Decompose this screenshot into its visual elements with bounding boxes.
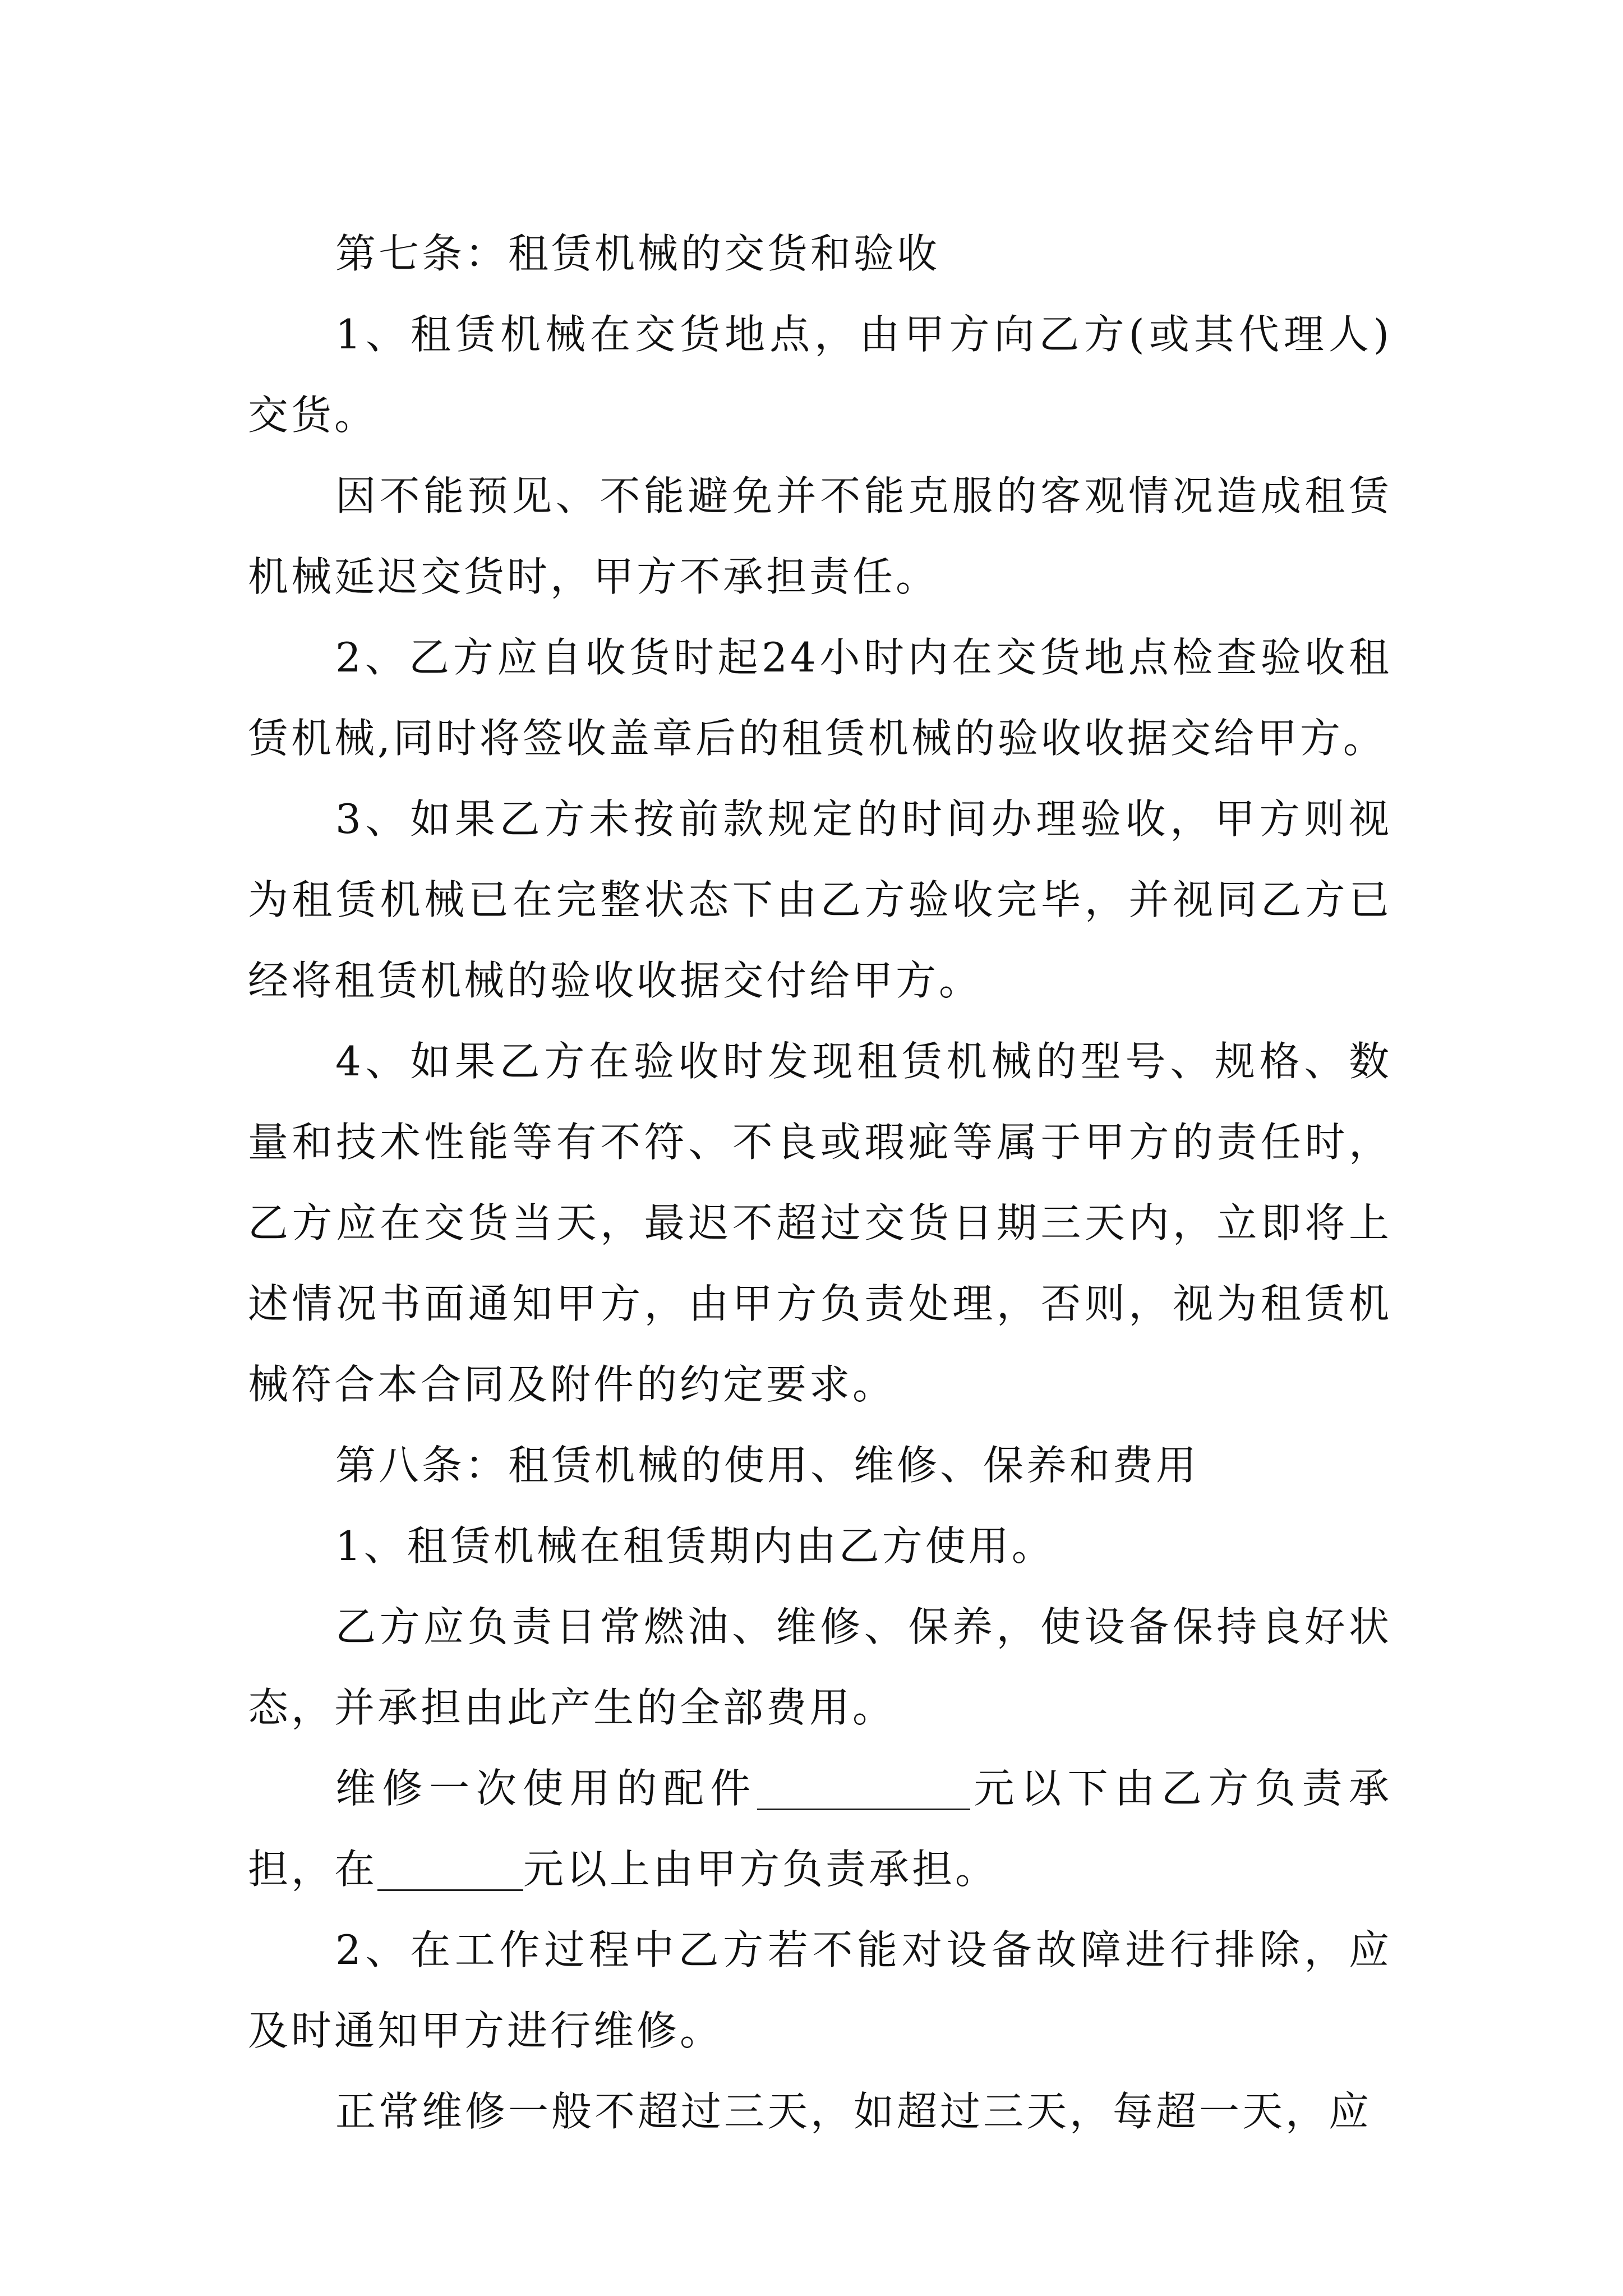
paragraph-delivery-location: 1、租赁机械在交货地点，由甲方向乙方(或其代理人)交货。 xyxy=(248,311,1392,439)
paragraph-parts-cost-split xyxy=(248,1748,1392,1910)
parts-cost-text-2: 元以下由乙方负责承担，在 xyxy=(248,1765,1392,1893)
parts-cost-text-3: 元以上由甲方负责承担。 xyxy=(523,1846,999,1893)
blank-amount-lower[interactable] xyxy=(757,1764,970,1810)
document-body xyxy=(248,213,1392,2152)
blank-amount-upper[interactable] xyxy=(377,1844,523,1891)
paragraph-force-majeure: 因不能预见、不能避免并不能克服的客观情况造成租赁机械延迟交货时，甲方不承担责任。 xyxy=(248,472,1392,600)
paragraph-use-period: 1、租赁机械在租赁期内由乙方使用。 xyxy=(335,1522,1055,1570)
paragraph-inspection-24h: 2、乙方应自收货时起24小时内在交货地点检查验收租赁机械,同时将签收盖章后的租赁机械的验收收据交给甲方。 xyxy=(248,634,1392,762)
parts-cost-text-1: 维修一次使用的配件 xyxy=(335,1765,757,1812)
paragraph-nonconformity: 4、如果乙方在验收时发现租赁机械的型号、规格、数量和技术性能等有不符、不良或瑕疵等属于甲方的责任时，乙方应在交货当天，最迟不超过交货日期三天内，立即将上述情况书面通知甲方，由甲方负责处理，否则，视为租赁机械符合本合同及附件的约定要求。 xyxy=(248,1038,1392,1408)
paragraph-repair-duration: 正常维修一般不超过三天，如超过三天，每超一天，应 xyxy=(335,2088,1372,2135)
paragraph-maintenance-costs: 乙方应负责日常燃油、维修、保养，使设备保持良好状态，并承担由此产生的全部费用。 xyxy=(248,1603,1392,1731)
paragraph-deemed-accepted: 3、如果乙方未按前款规定的时间办理验收，甲方则视为租赁机械已在完整状态下由乙方验收完毕，并视同乙方已经将租赁机械的验收收据交付给甲方。 xyxy=(248,795,1392,1004)
article-8-heading: 第八条：租赁机械的使用、维修、保养和费用 xyxy=(335,1442,1200,1489)
article-7-heading: 第七条：租赁机械的交货和验收 xyxy=(335,230,940,277)
paragraph-fault-notification: 2、在工作过程中乙方若不能对设备故障进行排除，应及时通知甲方进行维修。 xyxy=(248,1926,1392,2054)
